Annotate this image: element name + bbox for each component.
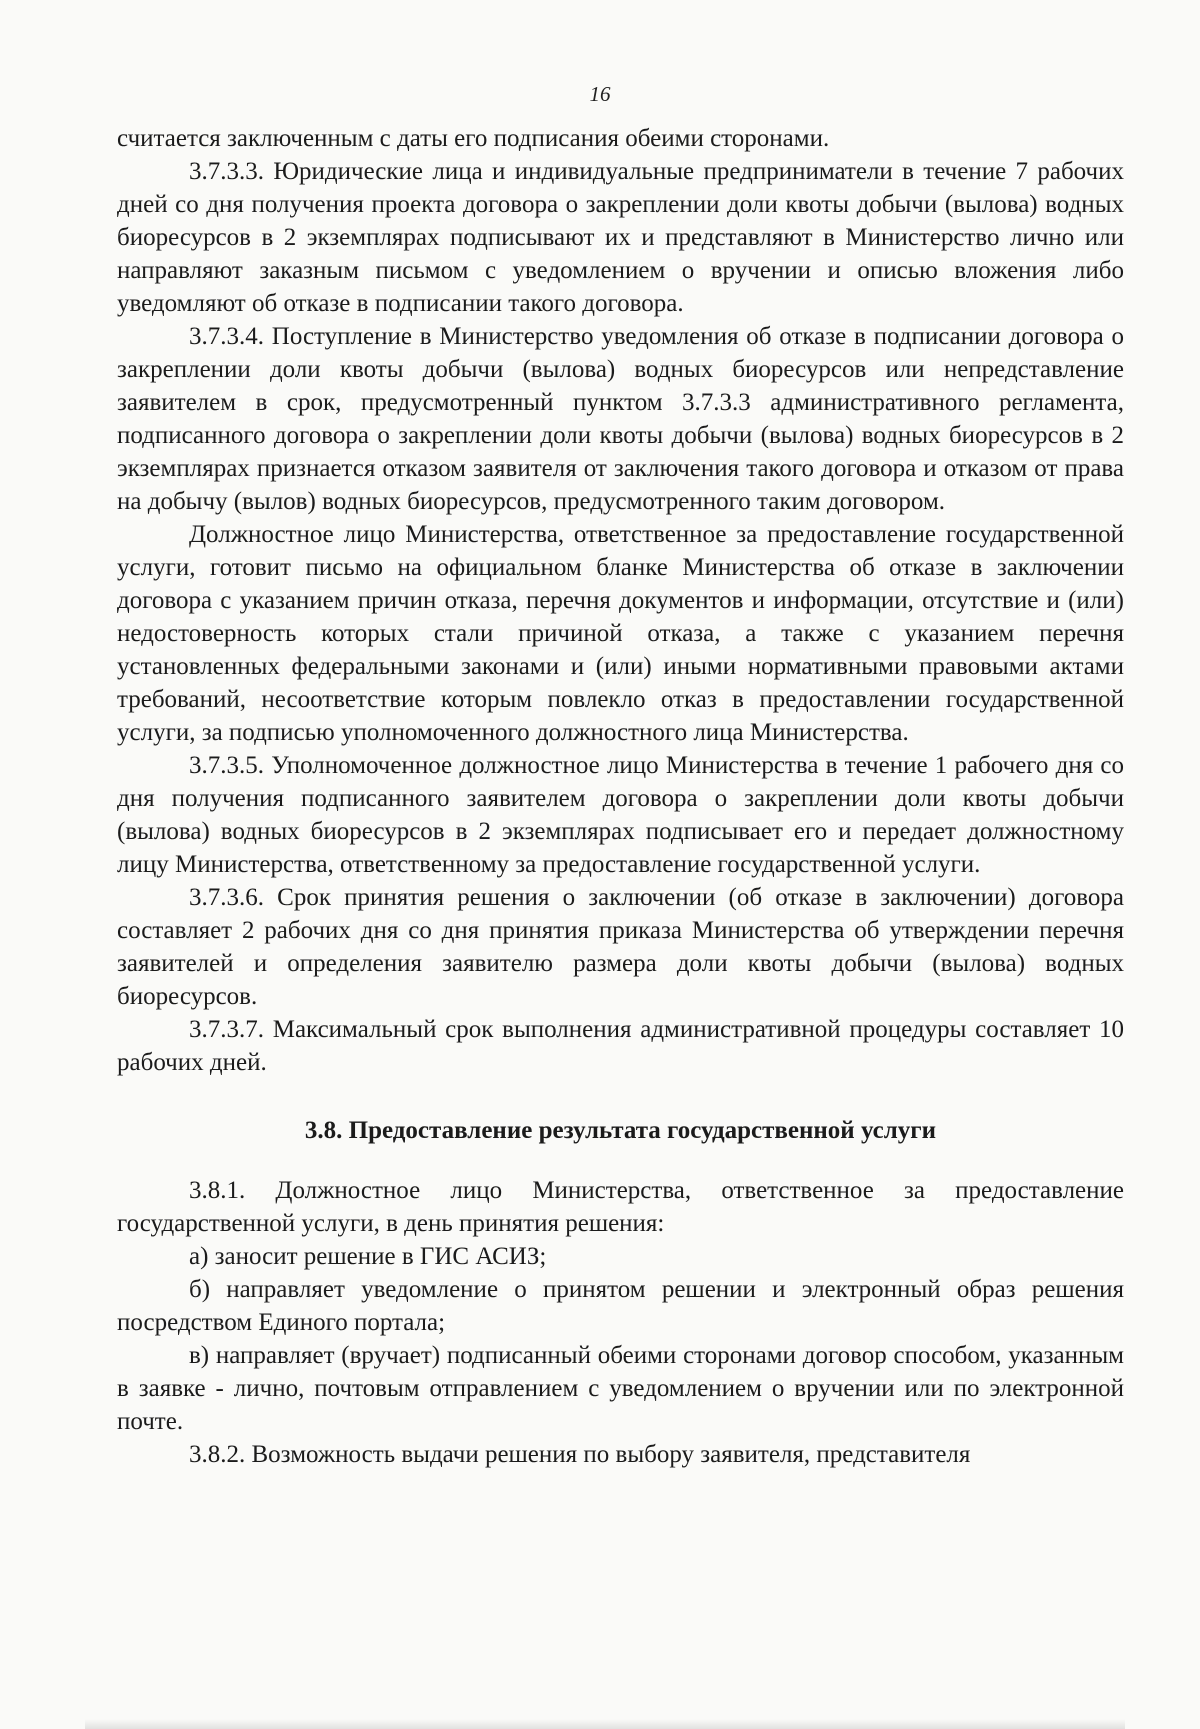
list-item-v: в) направляет (вручает) подписанный обеими сторонами договор способом, указанным в заявке - лично, почтовым отправлением с уведомлением о вручении или по электронной почте. <box>117 1342 1124 1435</box>
paragraph-3-7-3-7: 3.7.3.7. Максимальный срок выполнения административной процедуры составляет 10 рабочих дней. <box>117 1016 1124 1076</box>
paragraph-3-7-3-5: 3.7.3.5. Уполномоченное должностное лицо Министерства в течение 1 рабочего дня со дня получения подписанного заявителем договора о закреплении доли квоты добычи (вылова) водных биоресурсов в 2 экземплярах подписывает его и передает должностному лицу Министерства, ответственному за предоставление государственной услуги. <box>117 752 1124 878</box>
paragraph-3-8-2: 3.8.2. Возможность выдачи решения по выбору заявителя, представителя <box>189 1441 971 1468</box>
paragraph-3-7-3-3: 3.7.3.3. Юридические лица и индивидуальные предприниматели в течение 7 рабочих дней со дня получения проекта договора о закреплении доли квоты добычи (вылова) водных биоресурсов в 2 экземплярах подписывают их и представляют в Министерство лично или направляют заказным письмом с уведомлением о вручении и описью вложения либо уведомляют об отказе в подписании такого договора. <box>117 158 1124 317</box>
page-number: 16 <box>589 82 611 106</box>
paragraph-refusal-letter: Должностное лицо Министерства, ответственное за предоставление государственной услуги, готовит письмо на официальном бланке Министерства об отказе в заключении договора с указанием причин отказа, перечня документов и информации, отсутствие и (или) недостоверность которых стали причиной отказа, а также с указанием перечня установленных федеральными законами и (или) иными нормативными правовыми актами требований, несоответствие которым повлекло отказ в предоставлении государственной услуги, за подписью уполномоченного должностного лица Министерства. <box>117 521 1124 746</box>
paragraph-3-7-3-6: 3.7.3.6. Срок принятия решения о заключении (об отказе в заключении) договора составляет 2 рабочих дня со дня принятия приказа Министерства об утверждении перечня заявителей и определения заявителю размера доли квоты добычи (вылова) водных биоресурсов. <box>117 884 1124 1010</box>
list-item-b: б) направляет уведомление о принятом решении и электронный образ решения посредством Единого портала; <box>117 1276 1124 1336</box>
paragraph: считается заключенным с даты его подписания обеими сторонами. <box>117 125 830 152</box>
document-body <box>117 122 1124 1471</box>
paragraph-3-7-3-4: 3.7.3.4. Поступление в Министерство уведомления об отказе в подписании договора о закреплении доли квоты добычи (вылова) водных биоресурсов или непредставление заявителем в срок, предусмотренный пунктом 3.7.3.3 административного регламента, подписанного договора о закреплении доли квоты добычи (вылова) водных биоресурсов в 2 экземплярах признается отказом заявителя от заключения такого договора и отказом от права на добычу (вылов) водных биоресурсов, предусмотренного таким договором. <box>117 323 1124 515</box>
section-heading: 3.8. Предоставление результата государственной услуги <box>304 1117 937 1144</box>
paragraph-3-8-1: 3.8.1. Должностное лицо Министерства, ответственное за предоставление государственной услуги, в день принятия решения: <box>117 1177 1124 1237</box>
scan-edge-shadow <box>85 1719 1125 1729</box>
list-item-a: а) заносит решение в ГИС АСИЗ; <box>189 1243 547 1270</box>
